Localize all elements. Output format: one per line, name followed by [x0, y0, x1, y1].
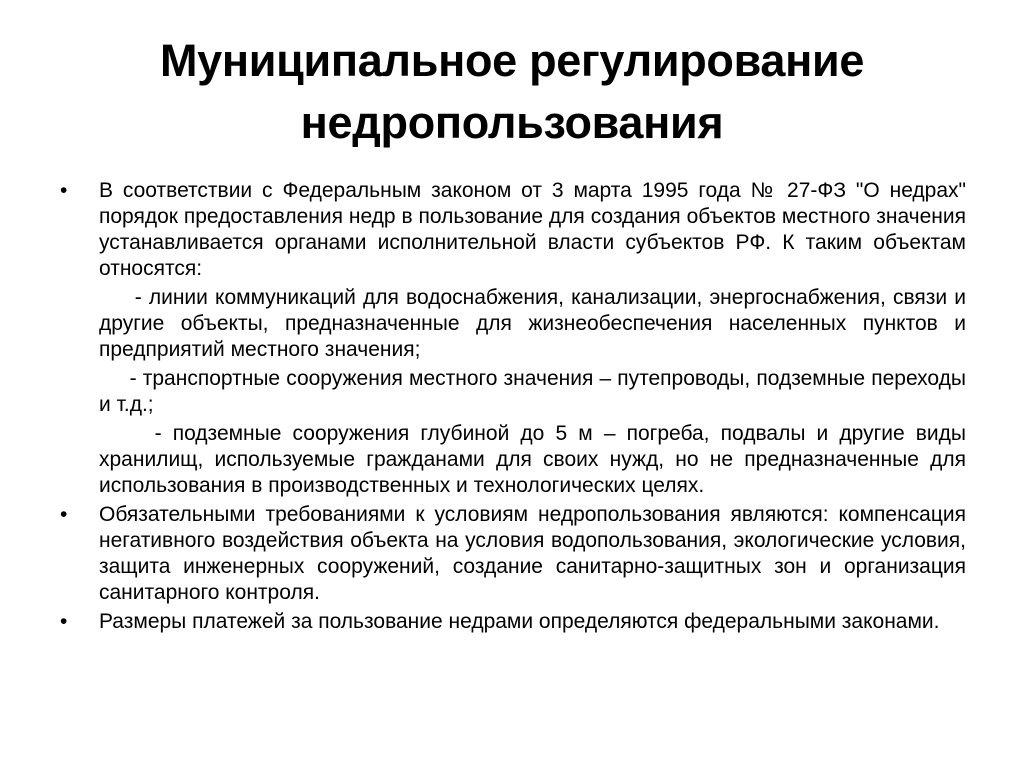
bullet-text: Размеры платежей за пользование недрами определяются федеральными законами.: [99, 610, 940, 633]
sub-item-text: - подземные сооружения глубиной до 5 м – погреба, подвалы и другие виды хранилищ, используемые гражданами для своих нужд, но не предназначенные для использования в производственных и технологических целях.: [99, 422, 972, 497]
sub-item-underground-structures: [60, 421, 972, 499]
bullet-marker: •: [60, 179, 68, 202]
sub-item-text: - линии коммуникаций для водоснабжения, канализации, энергоснабжения, связи и другие объекты, предназначенные для жизнеобеспечения населенных пунктов и предприятий местного значения;: [99, 286, 972, 361]
bullet-marker: •: [60, 503, 68, 526]
sub-item-communication-lines: [60, 285, 972, 363]
slide-title: Муниципальное регулирование недропользования: [159, 35, 865, 148]
bullet-text: Обязательными требованиями к условиям недропользования являются: компенсация негативного воздействия объекта на условия водопользования, экологические условия, защита инженерных сооружений, создание санитарно-защитных зон и организация санитарного контроля.: [99, 503, 966, 604]
bullet-item-payments: [60, 609, 966, 635]
bullet-item-requirements: [60, 502, 966, 606]
slide-body: [60, 178, 972, 638]
sub-item-transport-structures: [60, 366, 972, 418]
bullet-text: В соответствии с Федеральным законом от 3 марта 1995 года № 27-ФЗ "О недрах" порядок предоставления недр в пользование для создания объектов местного значения устанавливается органами исполнительной власти субъектов РФ. К таким объектам относятся:: [99, 179, 966, 280]
bullet-item-legal-basis: [60, 178, 966, 282]
sub-item-text: - транспортные сооружения местного значения – путепроводы, подземные переходы и т.д.;: [99, 367, 972, 416]
bullet-marker: •: [60, 610, 68, 633]
